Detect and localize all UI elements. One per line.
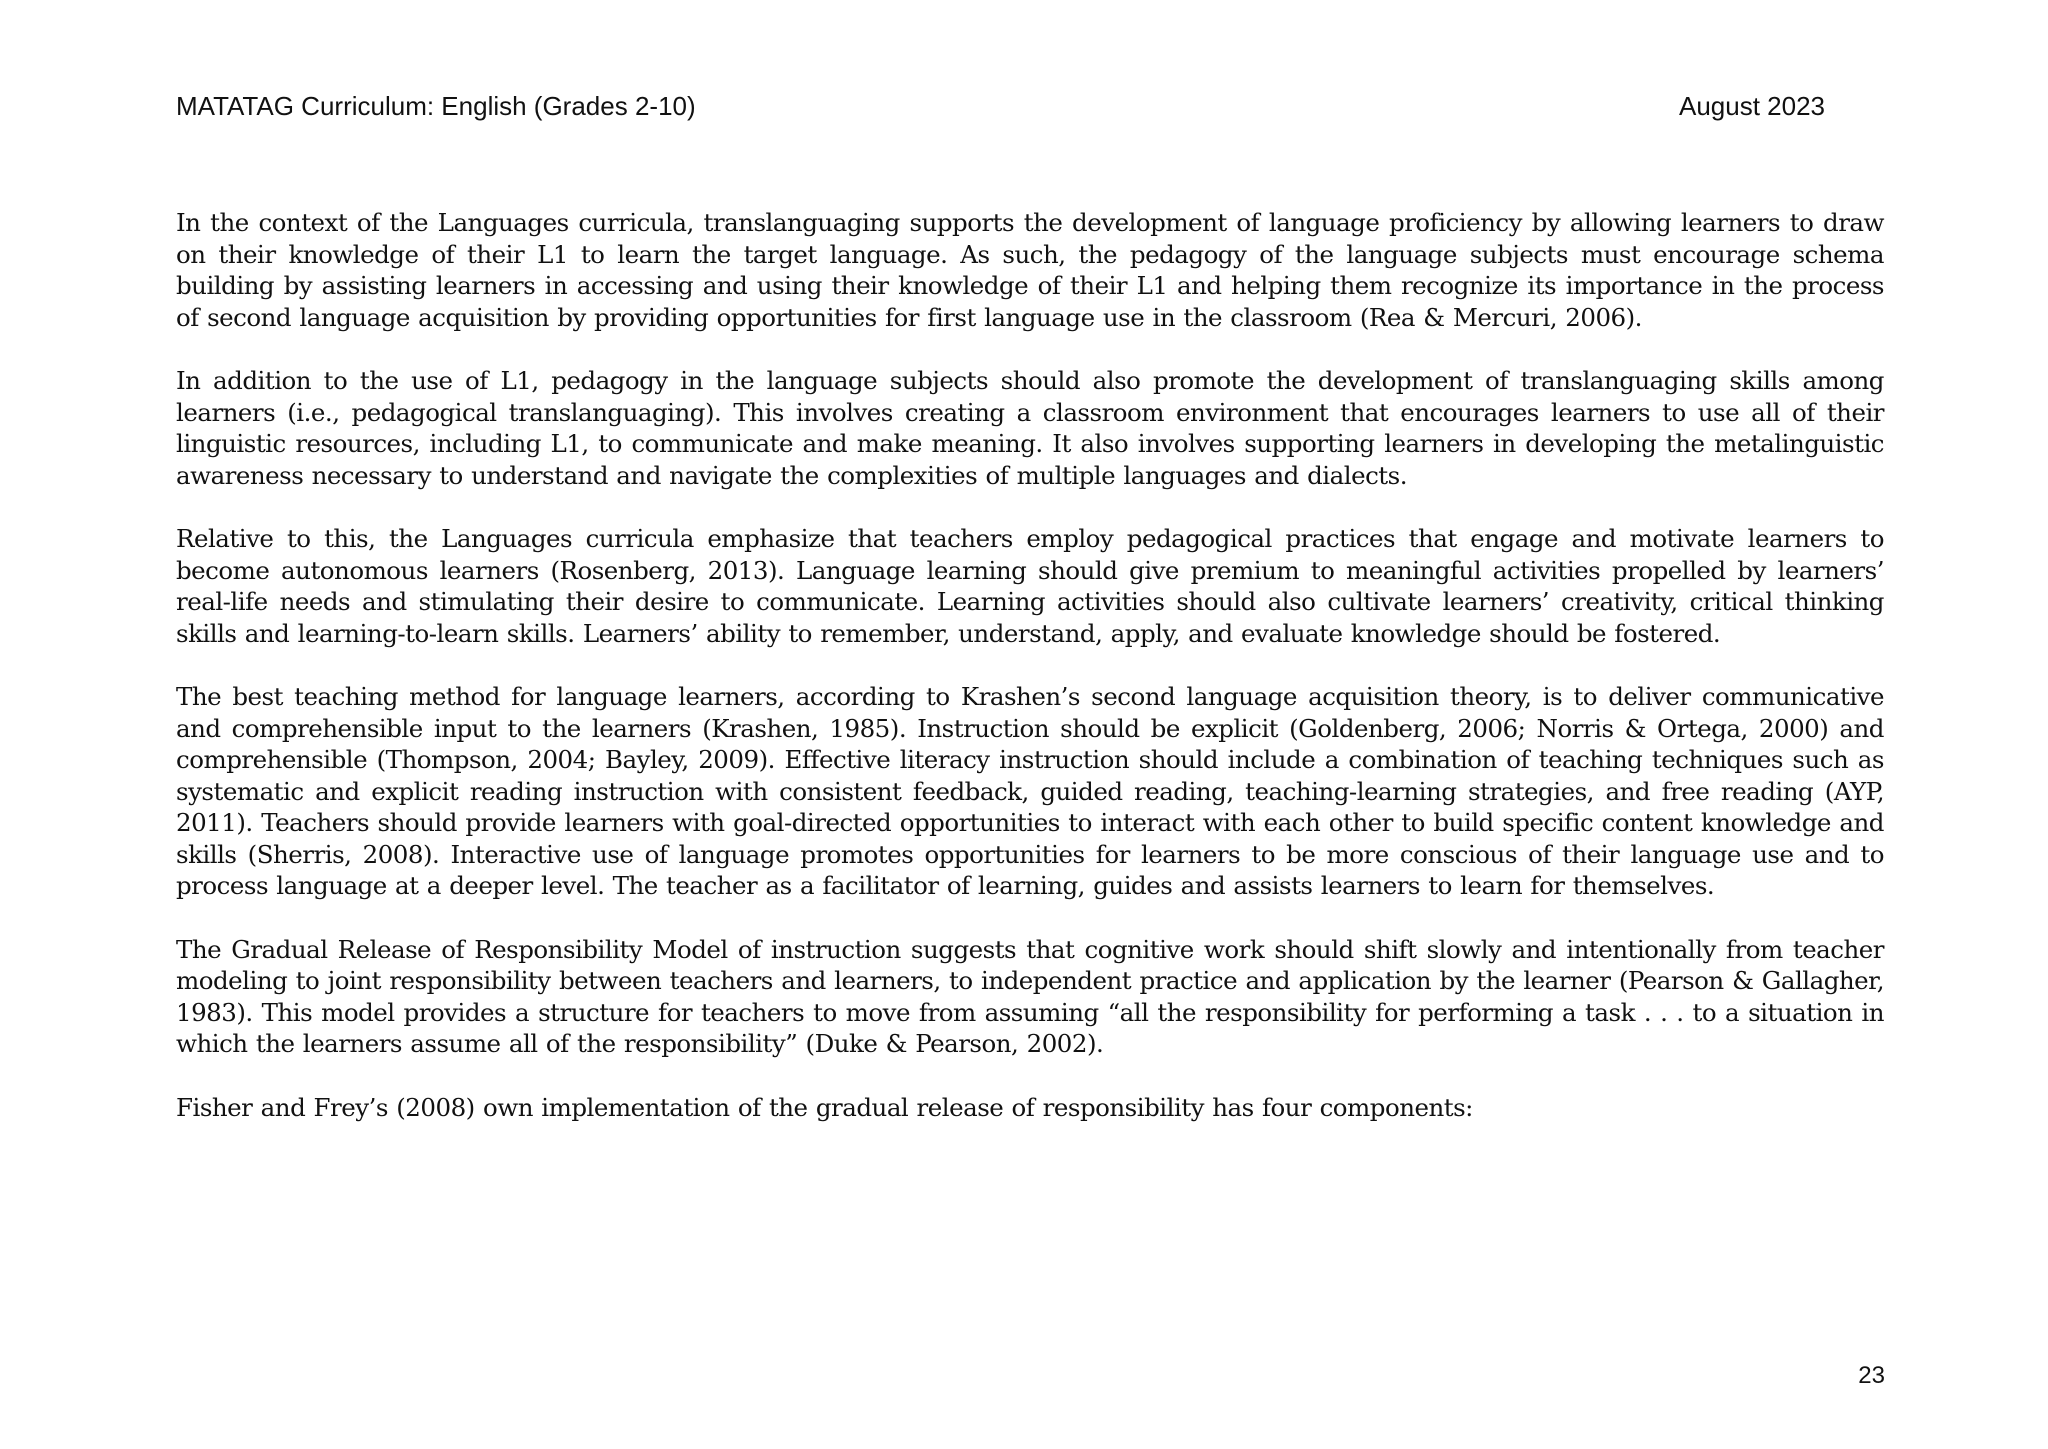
paragraph-translanguaging-context: In the context of the Languages curricula, translanguaging supports the development of language proficiency by allowing learners to draw on their knowledge of their L1 to learn the target language. As such, the pedagogy of the language subjects must encourage schema building by assisting learners in accessing and using their knowledge of their L1 and helping them recognize its importance in the process of second language acquisition by providing opportunities for first language use in the classroom (Rea & Mercuri, 2006). <box>176 208 1884 332</box>
document-title: MATATAG Curriculum: English (Grades 2-10) <box>176 90 696 121</box>
page-header <box>176 86 1825 126</box>
paragraph-gradual-release: The Gradual Release of Responsibility Model of instruction suggests that cognitive work should shift slowly and intentionally from teacher modeling to joint responsibility between teachers and learners, to independent practice and application by the learner (Pearson & Gallagher, 1983). This model provides a structure for teachers to move from assuming “all the responsibility for performing a task . . . to a situation in which the learners assume all of the responsibility” (Duke & Pearson, 2002). <box>176 934 1884 1059</box>
body-text <box>176 207 1884 1155</box>
page-number: 23 <box>1858 1362 1885 1389</box>
paragraph-pedagogical-translanguaging: In addition to the use of L1, pedagogy in the language subjects should also promote the development of translanguaging skills among learners (i.e., pedagogical translanguaging). This involves creating a classroom environment that encourages learners to use all of their linguistic resources, including L1, to communicate and make meaning. It also involves supporting learners in developing the metalinguistic awareness necessary to understand and navigate the complexities of multiple languages and dialects. <box>176 365 1884 490</box>
paragraph-fisher-frey: Fisher and Frey’s (2008) own implementation of the gradual release of responsibility has four components: <box>176 1092 1473 1122</box>
document-date: August 2023 <box>1678 90 1825 121</box>
paragraph-krashen-theory: The best teaching method for language learners, according to Krashen’s second language acquisition theory, is to deliver communicative and comprehensible input to the learners (Krashen, 1985). Instruction should be explicit (Goldenberg, 2006; Norris & Ortega, 2000) and comprehensible (Thompson, 2004; Bayley, 2009). Effective literacy instruction should include a combination of teaching techniques such as systematic and explicit reading instruction with consistent feedback, guided reading, teaching-learning strategies, and free reading (AYP, 2011). Teachers should provide learners with goal-directed opportunities to interact with each other to build specific content knowledge and skills (Sherris, 2008). Interactive use of language promotes opportunities for learners to be more conscious of their language use and to process language at a deeper level. The teacher as a facilitator of learning, guides and assists learners to learn for themselves. <box>176 681 1884 901</box>
paragraph-autonomous-learners: Relative to this, the Languages curricula emphasize that teachers employ pedagogical practices that engage and motivate learners to become autonomous learners (Rosenberg, 2013). Language learning should give premium to meaningful activities propelled by learners’ real-life needs and stimulating their desire to communicate. Learning activities should also cultivate learners’ creativity, critical thinking skills and learning-to-learn skills. Learners’ ability to remember, understand, apply, and evaluate knowledge should be fostered. <box>176 523 1884 648</box>
